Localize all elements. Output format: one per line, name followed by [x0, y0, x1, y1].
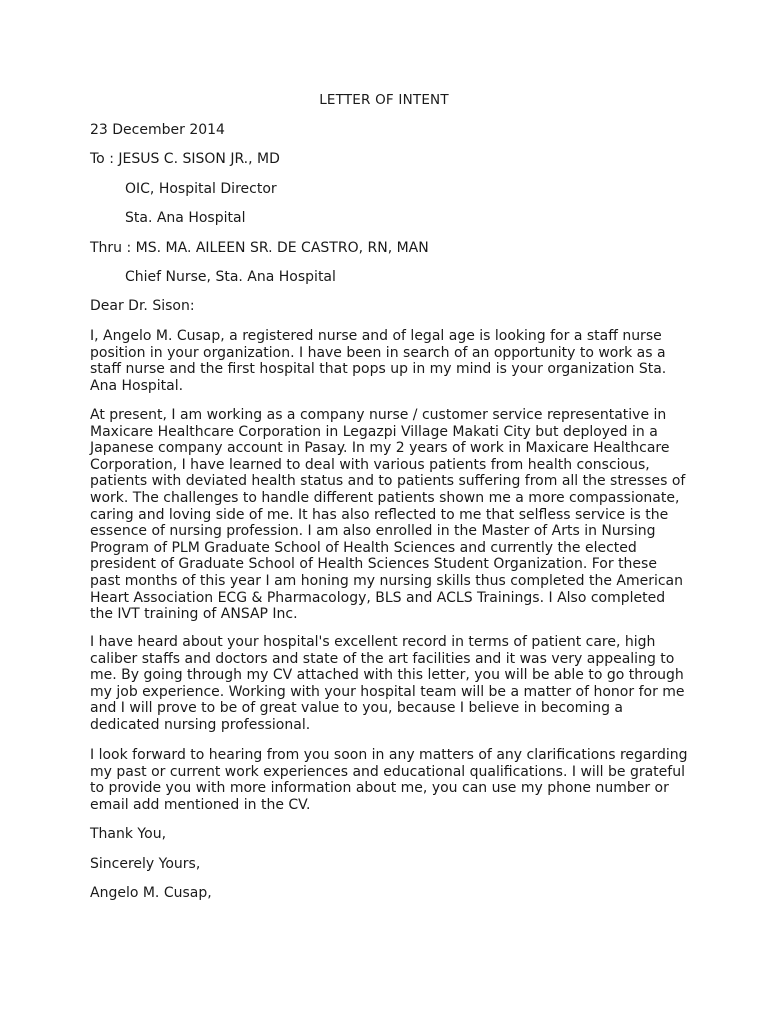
- closing-line: Sincerely Yours,: [90, 856, 201, 872]
- recipient-position: OIC, Hospital Director: [125, 181, 277, 197]
- letter-title: LETTER OF INTENT: [319, 92, 449, 108]
- body-paragraph-3: I have heard about your hospital's excellent record in terms of patient care, high caliber staffs and doctors and state of the art facilities and it was very appealing to me. By going through my CV attached with this letter, you will be able to go through my job experience. Working with your hospital team will be a matter of honor for me and I will prove to be of great value to you, because I believe in becoming a dedicated nursing professional.: [90, 634, 685, 733]
- letter-date: 23 December 2014: [90, 122, 225, 138]
- body-paragraph-2: At present, I am working as a company nurse / customer service representative in Maxicare Healthcare Corporation in Legazpi Village Makati City but deployed in a Japanese company account in Pasay. In my 2 years of work in Maxicare Healthcare Corporation, I have learned to deal with various patients from health conscious, patients with deviated health status and to patients suffering from all the stresses of work. The challenges to handle different patients shown me a more compassionate, caring and loving side of me. It has also reflected to me that selfless service is the essence of nursing profession. I am also enrolled in the Master of Arts in Nursing Program of PLM Graduate School of Health Sciences and currently the elected president of Graduate School of Health Sciences Student Organization. For these past months of this year I am honing my nursing skills thus completed the American Heart Association ECG & Pharmacology, BLS and ACLS Trainings. I Also completed the IVT training of ANSAP Inc.: [90, 407, 686, 623]
- recipient-organization: Sta. Ana Hospital: [125, 210, 246, 226]
- salutation: Dear Dr. Sison:: [90, 298, 195, 314]
- recipient-line: To : JESUS C. SISON JR., MD: [90, 151, 280, 167]
- thru-position: Chief Nurse, Sta. Ana Hospital: [125, 269, 336, 285]
- thanks-line: Thank You,: [90, 826, 167, 842]
- signature-name: Angelo M. Cusap,: [90, 885, 212, 901]
- thru-line: Thru : MS. MA. AILEEN SR. DE CASTRO, RN, MAN: [90, 240, 429, 256]
- body-paragraph-1: I, Angelo M. Cusap, a registered nurse and of legal age is looking for a staff nurse position in your organization. I have been in search of an opportunity to work as a staff nurse and the first hospital that pops up in my mind is your organization Sta. Ana Hospital.: [90, 328, 667, 394]
- body-paragraph-4: I look forward to hearing from you soon in any matters of any clarifications regarding my past or current work experiences and educational qualifications. I will be grateful to provide you with more information about me, you can use my phone number or email add mentioned in the CV.: [90, 747, 688, 813]
